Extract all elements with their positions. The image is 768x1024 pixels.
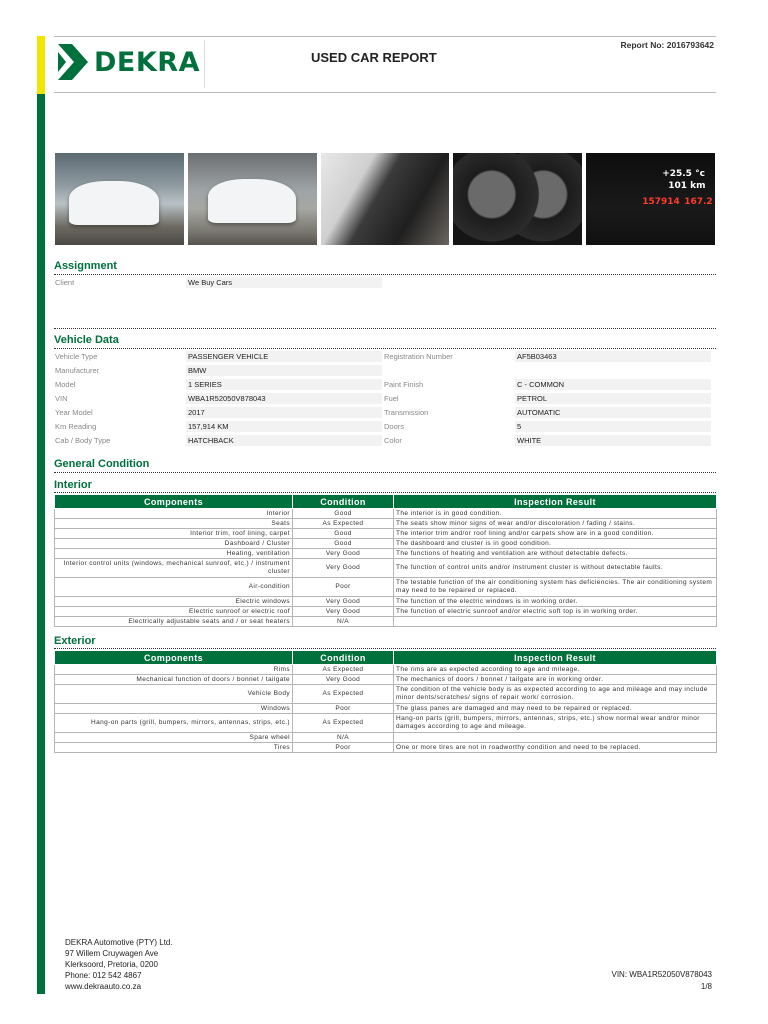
vehicle-field-label: Model (55, 380, 76, 389)
footer-phone: Phone: 012 542 4867 (65, 971, 142, 980)
table-row (55, 675, 717, 685)
table-row (55, 519, 717, 529)
condition-cell: Good (293, 509, 394, 519)
logo-text: DEKRA (94, 46, 200, 78)
section-divider (54, 274, 716, 275)
table-row (55, 539, 717, 549)
client-label: Client (55, 278, 75, 287)
exterior-inspection-table (54, 650, 717, 753)
column-header-condition: Condition (293, 651, 394, 665)
vehicle-field-value: 5 (515, 421, 711, 432)
report-number: Report No: 2016793642 (620, 40, 714, 50)
component-cell: Air-condition (55, 578, 293, 597)
vehicle-photo-interior[interactable] (321, 153, 450, 245)
column-header-result: Inspection Result (394, 495, 717, 509)
dash-range: 101 km (668, 181, 706, 191)
component-cell: Tires (55, 743, 293, 753)
table-row (55, 733, 717, 743)
section-exterior-title: Exterior (54, 635, 96, 647)
vehicle-field-label: Registration Number (384, 352, 453, 361)
result-cell: The interior is in good condition. (394, 509, 717, 519)
dash-temp: +25.5 °c (662, 169, 705, 179)
component-cell: Interior control units (windows, mechanical sunroof, etc.) / instrument cluster (55, 559, 293, 578)
condition-cell: Very Good (293, 559, 394, 578)
result-cell (394, 733, 717, 743)
component-cell: Vehicle Body (55, 685, 293, 704)
result-cell: One or more tires are not in roadworthy condition and need to be replaced. (394, 743, 717, 753)
vehicle-field-label: Doors (384, 422, 405, 431)
dash-trip: 167.2 (684, 197, 713, 207)
vehicle-field-label: VIN (55, 394, 68, 403)
component-cell: Spare wheel (55, 733, 293, 743)
component-cell: Interior trim, roof lining, carpet (55, 529, 293, 539)
component-cell: Seats (55, 519, 293, 529)
vehicle-field-label: Cab / Body Type (55, 436, 111, 445)
result-cell: The function of the electric windows is in working order. (394, 597, 717, 607)
accent-bar-yellow (37, 36, 45, 94)
component-cell: Electrically adjustable seats and / or seat heaters (55, 617, 293, 627)
vehicle-field-label: Paint Finish (384, 380, 424, 389)
component-cell: Heating, ventilation (55, 549, 293, 559)
table-row (55, 704, 717, 714)
component-cell: Interior (55, 509, 293, 519)
table-row (55, 714, 717, 733)
column-header-result: Inspection Result (394, 651, 717, 665)
table-row (55, 685, 717, 704)
result-cell: The function of electric sunroof and/or electric soft top is in working order. (394, 607, 717, 617)
footer-address-line2: Klerksoord, Pretoria, 0200 (65, 960, 158, 969)
document-title: USED CAR REPORT (311, 50, 437, 65)
table-row (55, 509, 717, 519)
section-interior-title: Interior (54, 479, 92, 491)
result-cell: The glass panes are damaged and may need to be repaired or replaced. (394, 704, 717, 714)
accent-bar-green (37, 94, 45, 994)
condition-cell: As Expected (293, 665, 394, 675)
section-divider (54, 648, 716, 649)
table-row (55, 665, 717, 675)
table-row (55, 743, 717, 753)
condition-cell: Poor (293, 578, 394, 597)
vehicle-field-value: BMW (186, 365, 382, 376)
vehicle-field-label: Km Reading (55, 422, 97, 431)
dekra-logo-icon (58, 44, 88, 80)
vehicle-field-label: Year Model (55, 408, 93, 417)
vehicle-field-value: 1 SERIES (186, 379, 382, 390)
result-cell: The interior trim and/or roof lining and/or carpets show are in a good condition. (394, 529, 717, 539)
vehicle-field-label: Manufacturer (55, 366, 100, 375)
vehicle-photos (55, 153, 715, 245)
vehicle-field-value: AUTOMATIC (515, 407, 711, 418)
vehicle-photo-rear[interactable] (188, 153, 317, 245)
vehicle-field-label: Vehicle Type (55, 352, 98, 361)
condition-cell: N/A (293, 617, 394, 627)
header-rule-bottom (54, 92, 716, 93)
table-row (55, 529, 717, 539)
section-assignment-title: Assignment (54, 260, 117, 272)
table-row (55, 578, 717, 597)
vehicle-photo-odometer[interactable] (586, 153, 715, 245)
result-cell: The function of control units and/or instrument cluster is without detectable faults. (394, 559, 717, 578)
table-row (55, 559, 717, 578)
vehicle-field-value: WBA1R52050V878043 (186, 393, 382, 404)
condition-cell: Very Good (293, 549, 394, 559)
condition-cell: Very Good (293, 607, 394, 617)
section-general-condition-title: General Condition (54, 458, 150, 470)
section-divider (54, 348, 716, 349)
column-header-condition: Condition (293, 495, 394, 509)
component-cell: Mechanical function of doors / bonnet / tailgate (55, 675, 293, 685)
condition-cell: Good (293, 539, 394, 549)
component-cell: Hang-on parts (grill, bumpers, mirrors, antennas, strips, etc.) (55, 714, 293, 733)
component-cell: Electric windows (55, 597, 293, 607)
vehicle-field-value: 2017 (186, 407, 382, 418)
interior-inspection-table (54, 494, 717, 627)
vehicle-field-value: PASSENGER VEHICLE (186, 351, 382, 362)
component-cell: Electric sunroof or electric roof (55, 607, 293, 617)
section-divider (54, 492, 716, 493)
condition-cell: Good (293, 529, 394, 539)
vehicle-field-value: AF5B03463 (515, 351, 711, 362)
condition-cell: As Expected (293, 714, 394, 733)
table-row (55, 549, 717, 559)
table-row (55, 597, 717, 607)
vehicle-field-value: C - COMMON (515, 379, 711, 390)
dash-odometer: 157914 (642, 197, 680, 207)
condition-cell: Poor (293, 743, 394, 753)
condition-cell: Poor (293, 704, 394, 714)
client-value: We Buy Cars (186, 277, 382, 288)
condition-cell: As Expected (293, 519, 394, 529)
table-row (55, 617, 717, 627)
vehicle-photo-gauges[interactable] (453, 153, 582, 245)
component-cell: Dashboard / Cluster (55, 539, 293, 549)
dekra-logo (58, 44, 200, 80)
vehicle-field-label: Fuel (384, 394, 399, 403)
result-cell: Hang-on parts (grill, bumpers, mirrors, antennas, strips, etc.) show normal wear and/or minor damages according to age and mileage. (394, 714, 717, 733)
result-cell: The seats show minor signs of wear and/or discoloration / fading / stains. (394, 519, 717, 529)
footer-website-link[interactable]: www.dekraauto.co.za (65, 982, 142, 991)
component-cell: Windows (55, 704, 293, 714)
condition-cell: N/A (293, 733, 394, 743)
vehicle-field-value: WHITE (515, 435, 711, 446)
header-divider (204, 40, 205, 88)
vehicle-photo-front[interactable] (55, 153, 184, 245)
table-row (55, 607, 717, 617)
result-cell: The testable function of the air conditioning system has deficiencies. The air conditioning system may need to be repaired or replaced. (394, 578, 717, 597)
result-cell: The functions of heating and ventilation are without detectable defects. (394, 549, 717, 559)
condition-cell: Very Good (293, 597, 394, 607)
vehicle-field-value: PETROL (515, 393, 711, 404)
condition-cell: As Expected (293, 685, 394, 704)
result-cell (394, 617, 717, 627)
vehicle-field-value: HATCHBACK (186, 435, 382, 446)
section-divider (54, 328, 716, 329)
vehicle-field-value: 157,914 KM (186, 421, 382, 432)
result-cell: The mechanics of doors / bonnet / tailgate are in working order. (394, 675, 717, 685)
page-number: 1/8 (700, 982, 712, 991)
component-cell: Rims (55, 665, 293, 675)
result-cell: The rims are as expected according to age and mileage. (394, 665, 717, 675)
section-divider (54, 472, 716, 473)
condition-cell: Very Good (293, 675, 394, 685)
column-header-components: Components (55, 495, 293, 509)
footer-address-line1: 97 Willem Cruywagen Ave (65, 949, 159, 958)
section-vehicle-title: Vehicle Data (54, 334, 119, 346)
result-cell: The dashboard and cluster is in good condition. (394, 539, 717, 549)
result-cell: The condition of the vehicle body is as expected according to age and mileage and may include minor dents/scratches/ signs of repair work/ corrosion. (394, 685, 717, 704)
vehicle-field-label: Color (384, 436, 402, 445)
vehicle-field-label: Transmission (384, 408, 429, 417)
footer-company: DEKRA Automotive (PTY) Ltd. (65, 938, 173, 947)
column-header-components: Components (55, 651, 293, 665)
header-rule-top (54, 36, 716, 37)
footer-address (65, 937, 173, 992)
footer-vin: VIN: WBA1R52050V878043 (611, 970, 712, 979)
